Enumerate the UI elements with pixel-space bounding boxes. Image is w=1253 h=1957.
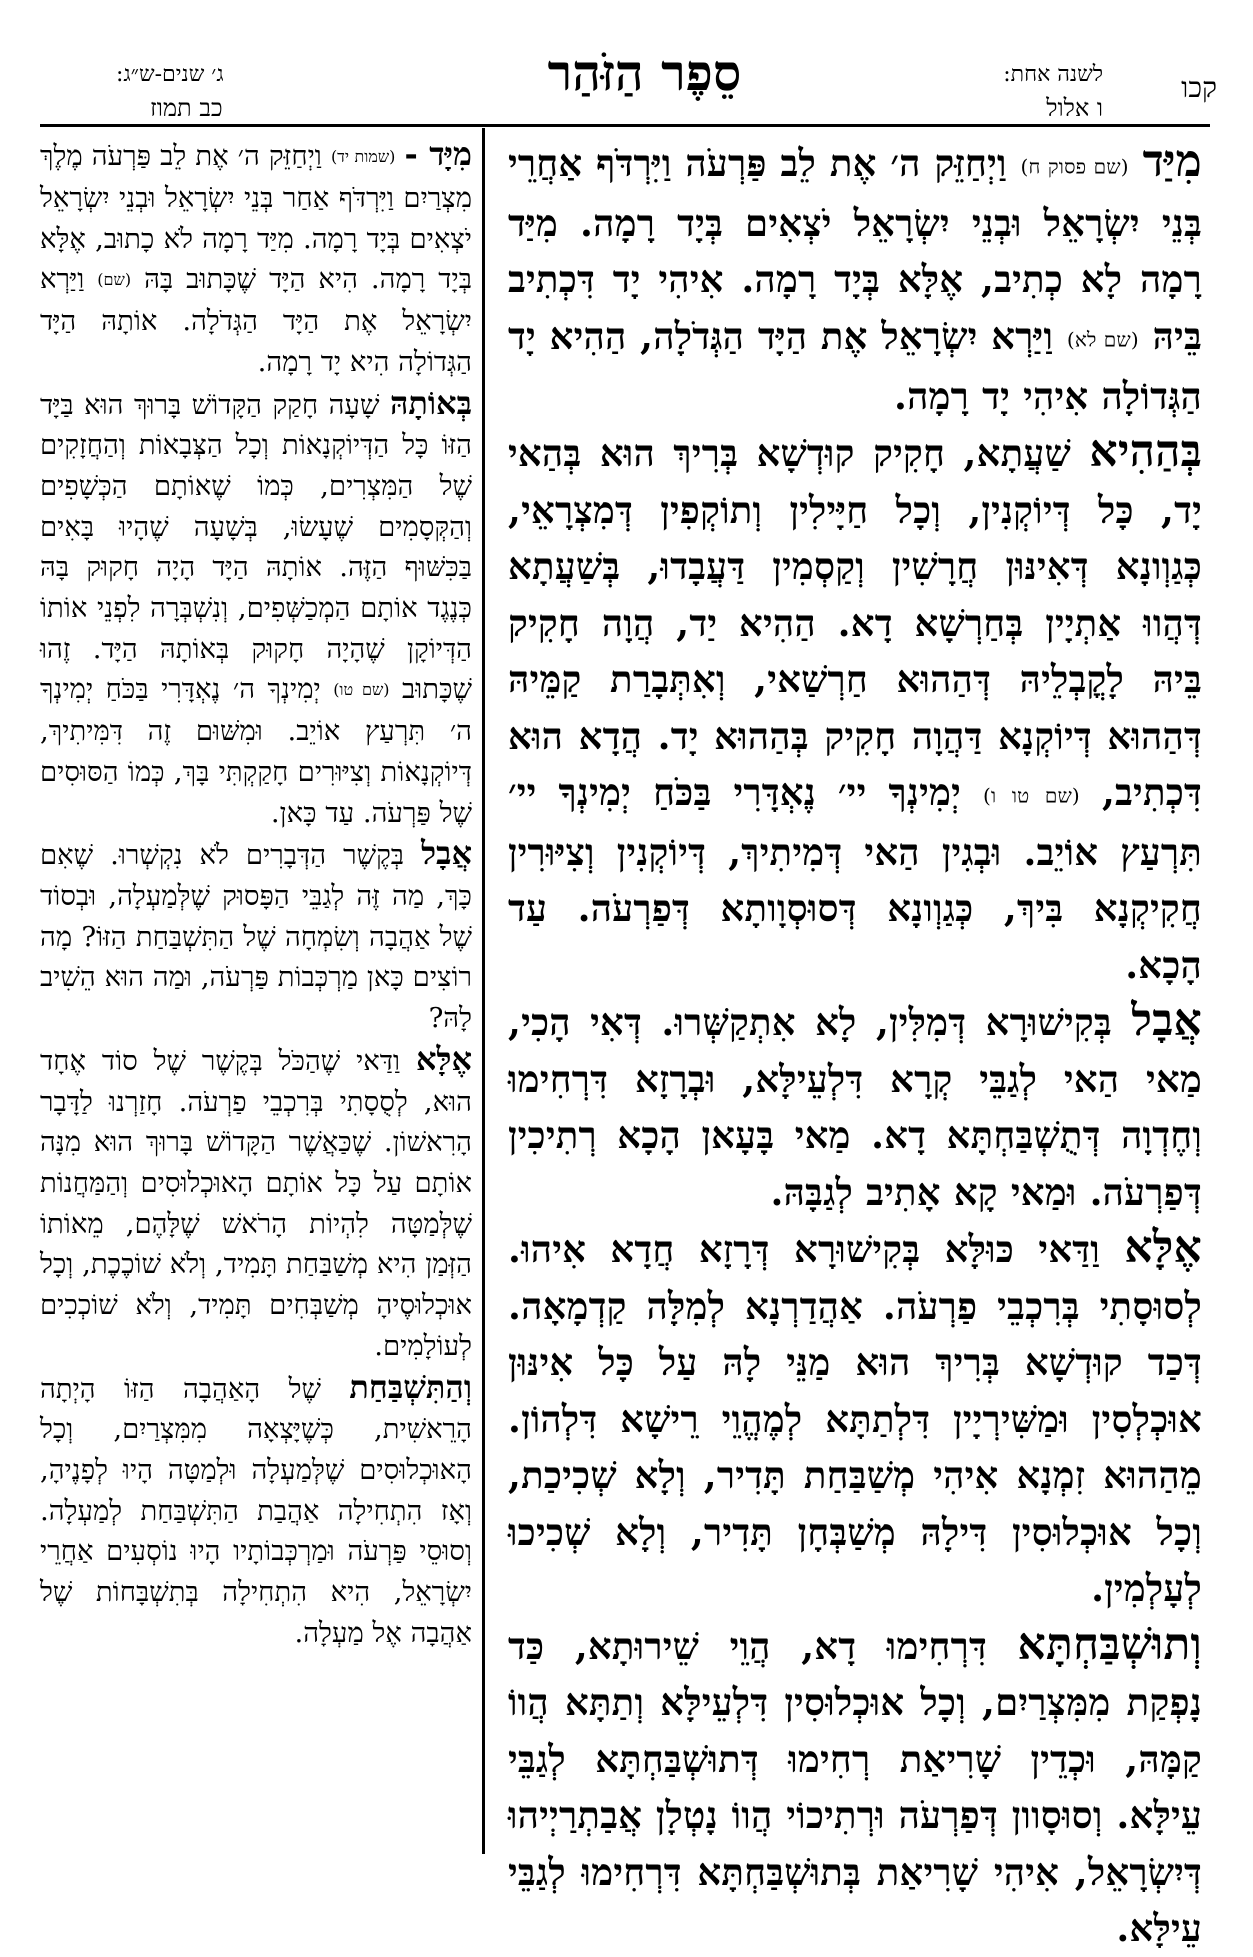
- paragraph-text: וַיְחַזֵּק ה׳ אֶת לֵב פַּרְעֹה וַיִּרְדֹּף אַחֲרֵי בְּנֵי יִשְׂרָאֵל וּבְנֵי יִשְׂרָאֵל יֹצְאִים בְּיָד רָמָה. מִיַּד רָמָה לָא כְתִיב, אֶלָּא בְּיָד רָמָה. אִיהִי יָד דִּכְתִיב בֵּיהּ: [508, 141, 1202, 358]
- paragraph-text: שָׁעָה חָקַק הַקָּדוֹשׁ בָּרוּךְ הוּא בַּיָּד הַזּוֹ כָּל הַדְּיוֹקְנָאוֹת וְכָל הַצְּבָאוֹת וְהַחֲזָקִים שֶׁל הַמִּצְרִים, כְּמוֹ שֶׁאוֹתָם הַכְּשָׁפִים וְהַקְּסָמִים שֶׁעָשׂוּ, בְּשָׁעָה שֶׁהָיוּ בָּאִים בַּכִּשּׁוּף הַזֶּה. אוֹתָהּ הַיָּד הָיָה חָקוּק בָּהּ כְּנֶגֶד אוֹתָם הַמְכַשְּׁפִים, וְנִשְׁבְּרָה לִפְנֵי אוֹתוֹ הַדְּיוֹקָן שֶׁהָיָה חָקוּק בְּאוֹתָהּ הַיָּד. זֶהוּ שֶׁכָּתוּב: [40, 388, 472, 706]
- paragraph-text: דִּרְחִימוּ דָא, הֲוֵי שֵׁירוּתָא, כַּד נָפְקַת מִמִּצְרַיִם, וְכָל אוּכְלוּסִין דִּלְעֵילָּא וְתַתָּא הֲווֹ קַמָּהּ, וּכְדֵין שָׁרִיאַת רְחִימוּ דְּתוּשְׁבַּחְתָּא לְגַבֵּי עֵילָּא. וְסוּסָוון דְּפַרְעֹה וּרְתִיכוֹי הֲווֹ נָטְלָן אֲבַתְרַיְיהוּ דְּיִשְׂרָאֵל, אִיהִי שָׁרִיאַת בְּתוּשְׁבַּחְתָּא דִּרְחִימוּ לְגַבֵּי עֵילָּא.: [508, 1623, 1202, 1951]
- aramaic-paragraph-4: [508, 1220, 1202, 1617]
- verse-reference: (שם טו ו): [983, 783, 1080, 808]
- paragraph-opener: וְהַתִּשְׁבַּחַת: [349, 1367, 472, 1406]
- hebrew-paragraph-3: [40, 833, 472, 1039]
- column-divider: [482, 128, 485, 1854]
- schedule-three-year-date: כב תמוז: [150, 94, 223, 122]
- paragraph-opener: אֶלָּא: [415, 1039, 473, 1078]
- verse-reference: (שם טו): [333, 680, 390, 700]
- aramaic-paragraph-2: [508, 424, 1202, 993]
- paragraph-text: בְּקֶשֶׁר הַדְּבָרִים לֹא נִקְשְׁרוּ. שֶׁאִם כָּךְ, מַה זֶּה לְגַבֵּי הַפָּסוּק שֶׁלְּמַעְלָה, וּבְסוֹד שֶׁל אַהֲבָה וְשִׂמְחָה שֶׁל הַתִּשְׁבַּחַת הַזּוֹ? מָה רוֹצִים כָּאן מַרְכְּבוֹת פַּרְעֹה, וּמַה הוּא הֵשִׁיב לָהּ?: [40, 839, 472, 1035]
- paragraph-text: וַדַּאי כּוּלָּא בְּקִישׁוּרָא דְּרָזָא חֲדָא אִיהוּ. לְסוּסָתִי בְּרִכְבֵי פַרְעֹה. אַהֲדַרְנָא לְמִלָּה קַדְמָאָה. דְּכַד קוּדְשָׁא בְּרִיךְ הוּא מַנֵּי לָהּ עַל כָּל אִינּוּן אוּכְלְסִין וּמַשִּׁירְיָין דִּלְתַתָּא לְמֶהֱוֵי רֵישָׁא דִּלְהוֹן. מֵהַהוּא זִמְנָא אִיהִי מְשַׁבַּחַת תָּדִיר, וְלָא שְׁכִיכַת, וְכָל אוּכְלוּסִין דִּילָהּ מְשַׁבְּחָן תָּדִיר, וְלָא שְׁכִיכוּ לְעָלְמִין.: [508, 1227, 1202, 1611]
- paragraph-text: יְמִינְךָ ה׳ נֶאְדָּרִי בַּכֹּחַ יְמִינְךָ ה׳ תִּרְעַץ אוֹיֵב. וּמִשּׁוּם זֶה דִּמִּיתִיךְ, דְּיוֹקְנָאוֹת וְצִיּוּרִים חָקַקְתִּי בָּךְ, כְּמוֹ הַסּוּסִים שֶׁל פַּרְעֹה. עַד כָּאן.: [40, 673, 472, 829]
- paragraph-text: יְמִינְךָ יי׳ נֶאְדָּרִי בַּכֹּחַ יְמִינְךָ יי׳ תִּרְעַץ אוֹיֵב. וּבְגִין הַאי דְּמִיתִיךְ, דְּיוֹקְנִין וְצִיּוּרִין חֲקִיקְנָא בִּיךְ, כְּגַוְונָא דְּסוּסְוָותָא דְּפַרְעֹה. עַד הָכָא.: [508, 770, 1202, 987]
- schedule-three-year-label: ג׳ שנים-ש״ג:: [116, 62, 224, 87]
- page-number: קכו: [1181, 71, 1217, 104]
- paragraph-text: שַׁעֲתָא, חָקִיק קוּדְשָׁא בְּרִיךְ הוּא בְּהַאי יָד, כָּל דְּיוֹקְנִין, וְכָל חַיָּילִין וְתוֹקְפִין דְּמִצְרָאֵי, כְּגַוְונָא דְּאִינּוּן חֲרָשִׁין וְקַסְמִין דַּעֲבָדוּ, בְּשַׁעֲתָא דְּהֲווּ אַתְיָין בְּחַרְשָׁא דָא. הַהִיא יַד, הֲוָה חָקִיק בֵּיהּ לָקֳבְלֵיהּ דְּהַהוּא חַרְשַׁאי, וְאִתְּבָרַת קַמֵּיהּ דְּהַהוּא דְּיוֹקְנָא דַּהֲוָה חָקִיק בְּהַהוּא יָד. הֲדָא הוּא דִּכְתִיב,: [508, 431, 1202, 814]
- paragraph-opener: מִיַּד: [1142, 136, 1202, 187]
- verse-reference: (שמות יד): [330, 147, 396, 167]
- verse-reference: (שם פסוק ח): [1020, 154, 1129, 179]
- paragraph-opener: בְּהַהִיא: [1089, 426, 1202, 477]
- paragraph-opener: בְּאוֹתָהּ: [389, 383, 473, 422]
- aramaic-paragraph-5: [508, 1617, 1202, 1957]
- verse-reference: (שם): [97, 270, 132, 290]
- paragraph-text: וַדַּאי שֶׁהַכֹּל בְּקֶשֶׁר שֶׁל סוֹד אֶחָד הוּא, לְסֻסָתִי בְּרִכְבֵי פַרְעֹה. חָזַרְנוּ לַדָּבָר הָרִאשׁוֹן. שֶׁכַּאֲשֶׁר הַקָּדוֹשׁ בָּרוּךְ הוּא מִנָּה אוֹתָם עַל כָּל אוֹתָם הָאוּכְלוּסִים וְהַמַּחֲנוֹת שֶׁלְּמַטָּה לִהְיוֹת הָרֹאשׁ שֶׁלָּהֶם, מֵאוֹתוֹ הַזְּמַן הִיא מְשַׁבַּחַת תָּמִיד, וְלֹא שׁוֹכֶכֶת, וְכָל אוּכְלוּסֶיהָ מְשַׁבְּחִים תָּמִיד, וְלֹא שׁוֹכְכִים לְעוֹלָמִים.: [40, 1044, 472, 1362]
- book-title: סֵפֶר הַזֹּהַר: [547, 43, 742, 102]
- paragraph-opener: אֲבָל: [421, 834, 472, 873]
- paragraph-opener: אֶלָּא: [1124, 1222, 1202, 1274]
- hebrew-paragraph-2: [40, 383, 472, 834]
- aramaic-paragraph-3: [508, 993, 1202, 1220]
- paragraph-text: וַיְחַזֵּק ה׳ אֶת לֵב פַּרְעֹה מֶלֶךְ מִצְרַיִם וַיִּרְדֹּף אַחַר בְּנֵי יִשְׂרָאֵל וּבְנֵי יִשְׂרָאֵל יֹצְאִים בְּיָד רָמָה. מִיַּד רָמָה לֹא כָתוּב, אֶלָּא בְּיָד רָמָה. הִיא הַיָּד שֶׁכָּתוּב בָּהּ: [40, 140, 472, 296]
- schedule-one-year-date: ו אלול: [1046, 94, 1103, 122]
- paragraph-text: וַיַּרְא יִשְׂרָאֵל אֶת הַיָּד הַגְּדֹלָה. אוֹתָהּ הַיָּד הַגְּדוֹלָה הִיא יָד רָמָה.: [40, 263, 472, 378]
- hebrew-paragraph-4: [40, 1039, 472, 1367]
- aramaic-text-column: [508, 134, 1202, 1951]
- paragraph-text: בְּקִישׁוּרָא דְּמִלִּין, לָא אִתְקַשְּׁרוּ. דְּאִי הָכִי, מַאי הַאי לְגַבֵּי קְרָא דִּלְעֵילָּא, וּבְרָזָא דִּרְחִימוּ וְחֶדְוָה דְּתֻשְׁבַּחְתָּא דָא. מַאי בָּעָאן הָכָא רְתִיכִין דְּפַרְעֹה. וּמַאי קָא אָתִיב לְגַבָּהּ.: [508, 1000, 1202, 1214]
- aramaic-paragraph-1: [508, 134, 1202, 424]
- paragraph-opener: וְתוּשְׁבַּחְתָּא: [1017, 1618, 1202, 1670]
- header-divider: [40, 124, 1210, 127]
- paragraph-opener: אֲבָל: [1131, 995, 1202, 1047]
- hebrew-paragraph-1: [40, 134, 472, 383]
- hebrew-translation-column: [40, 134, 472, 1854]
- hebrew-paragraph-5: [40, 1367, 472, 1654]
- paragraph-opener: מִיָּד -: [404, 135, 473, 173]
- schedule-one-year-label: לשנה אחת:: [1003, 62, 1103, 87]
- paragraph-text: שֶׁל הָאַהֲבָה הַזּוֹ הָיְתָה הָרֵאשִׁית, כְּשֶׁיָּצְאָה מִמִּצְרַיִם, וְכָל הָאוּכְלוּסִים שֶׁלְּמַעְלָה וּלְמַטָּה הָיוּ לְפָנֶיהָ, וְאָז הִתְחִילָה אַהֲבַת הַתִּשְׁבַּחַת לְמַעְלָה. וְסוּסֵי פַּרְעֹה וּמַרְכְּבוֹתָיו הָיוּ נוֹסְעִים אַחֲרֵי יִשְׂרָאֵל, הִיא הִתְחִילָה בְּתִשְׁבָּחוֹת שֶׁל אַהֲבָה אֶל מַעְלָה.: [40, 1372, 472, 1649]
- paragraph-text: וַיַּרְא יִשְׂרָאֵל אֶת הַיָּד הַגְּדֹלָה, הַהִיא יָד הַגְּדוֹלָה אִיהִי יָד רָמָה.: [508, 313, 1202, 418]
- verse-reference: (שם לא): [1066, 327, 1139, 351]
